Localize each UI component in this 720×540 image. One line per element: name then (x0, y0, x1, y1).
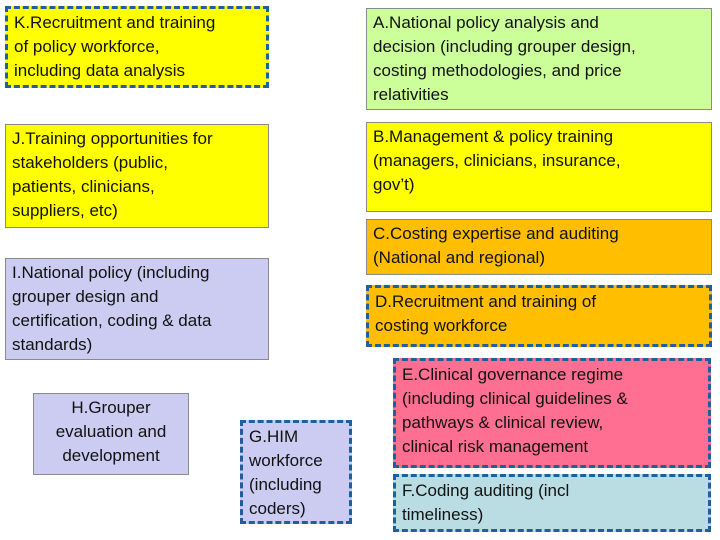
box-k-policy-workforce-recruitment: K.Recruitment and training of policy workforce, including data analysis (5, 6, 269, 88)
box-c-costing-expertise: C.Costing expertise and auditing (National and regional) (366, 219, 712, 275)
box-b-management-policy-training: B.Management & policy training (managers, clinicians, insurance, gov’t) (366, 122, 712, 212)
box-h-grouper-evaluation: H.Grouper evaluation and development (33, 393, 189, 475)
box-i-national-policy-standards: I.National policy (including grouper design and certification, coding & data standards) (5, 258, 269, 360)
box-g-him-workforce: G.HIM workforce (including coders) (240, 420, 352, 524)
box-d-costing-workforce-recruitment: D.Recruitment and training of costing workforce (366, 285, 712, 347)
box-a-national-policy-analysis: A.National policy analysis and decision (including grouper design, costing methodologies, and price relativities (366, 8, 712, 110)
box-j-stakeholder-training: J.Training opportunities for stakeholders (public, patients, clinicians, suppliers, etc) (5, 124, 269, 228)
box-f-coding-auditing: F.Coding auditing (incl timeliness) (393, 474, 711, 532)
box-e-clinical-governance: E.Clinical governance regime (including clinical guidelines & pathways & clinical review, clinical risk management (393, 358, 711, 468)
